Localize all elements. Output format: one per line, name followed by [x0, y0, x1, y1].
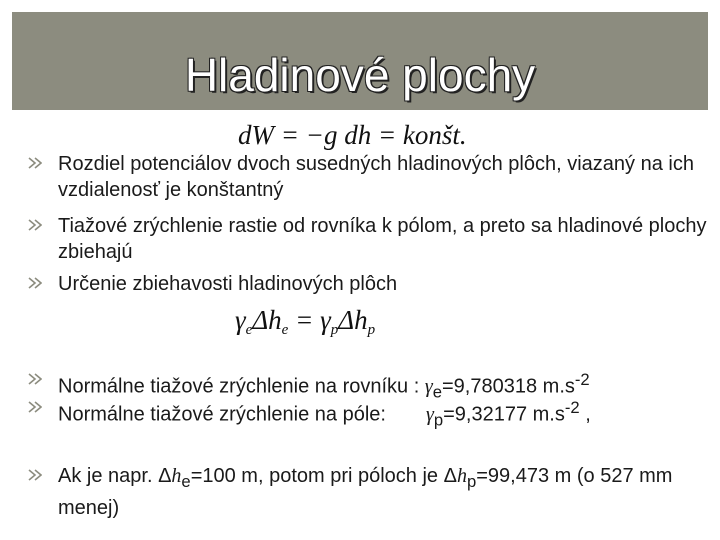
- bullet-item-3: [28, 271, 708, 297]
- eq-gamma-p: γ: [320, 305, 331, 335]
- last-delta-e: Δ: [158, 465, 172, 487]
- pol-gamma: γ: [425, 403, 434, 426]
- bullet-item-1: [28, 151, 708, 203]
- pol-sub: p: [433, 410, 444, 430]
- eq-gamma-e: γ: [235, 305, 246, 335]
- rovnik-value: =9,780318 m.s: [442, 375, 575, 398]
- eq-g: g: [323, 120, 338, 150]
- eq-dw: dW: [238, 120, 274, 150]
- eq-sub-p: p: [330, 322, 339, 338]
- arrow-bullet-icon: [28, 395, 48, 414]
- arrow-bullet-icon: [28, 463, 48, 482]
- bullet-text-2: Tiažové zrýchlenie rastie od rovníka k pólom, a preto sa hladinové plochy zbiehajú: [58, 215, 707, 263]
- last-t1: Ak je napr.: [58, 465, 159, 487]
- rovnik-label: Normálne tiažové zrýchlenie na rovníku :: [58, 375, 425, 398]
- bullet-text-3: Určenie zbiehavosti hladinových plôch: [58, 273, 398, 295]
- bullet-item-pol: [28, 395, 708, 434]
- last-sub-p: p: [466, 472, 477, 491]
- bullet-item-last: [28, 463, 708, 521]
- bullet-text-pol: [58, 395, 708, 434]
- eq-delta-e: Δ: [252, 305, 269, 335]
- pol-tail: ,: [579, 403, 591, 426]
- rovnik-gamma: γ: [424, 375, 433, 398]
- pol-label: Normálne tiažové zrýchlenie na póle:: [58, 403, 386, 426]
- last-t3: =99,473 m (o 527 mm menej): [58, 465, 673, 519]
- pol-value: =9,32177 m.s: [443, 403, 565, 426]
- pol-exp: -2: [564, 398, 580, 417]
- arrow-bullet-icon: [28, 367, 48, 386]
- last-t2: =100 m, potom pri póloch je: [190, 465, 444, 487]
- eq-dh: dh: [337, 120, 372, 150]
- arrow-bullet-icon: [28, 213, 48, 232]
- page-title: Hladinové plochy: [184, 49, 536, 101]
- equation-convergence: [235, 305, 375, 339]
- bullet-item-2: [28, 213, 708, 265]
- bullet-text-last: [58, 463, 708, 521]
- eq-delta-p: Δ: [338, 305, 355, 335]
- last-h-e: h: [171, 465, 182, 487]
- last-sub-e: e: [181, 472, 191, 491]
- last-h-p: h: [456, 465, 467, 487]
- eq-sub-p2: p: [367, 322, 376, 338]
- eq-sub-e: e: [245, 322, 253, 338]
- eq-konst: = konšt.: [371, 120, 467, 150]
- title-bar: [12, 12, 708, 110]
- arrow-bullet-icon: [28, 151, 48, 170]
- rovnik-exp: -2: [574, 370, 590, 389]
- last-delta-p: Δ: [443, 465, 457, 487]
- eq-h-e: h: [268, 305, 282, 335]
- equation-potential: [238, 120, 467, 151]
- eq-equals: =: [288, 305, 321, 335]
- eq-sub-e2: e: [281, 322, 289, 338]
- eq-equals-minus: = −: [274, 120, 324, 150]
- arrow-bullet-icon: [28, 271, 48, 290]
- bullet-text-1: Rozdiel potenciálov dvoch susedných hladinových plôch, viazaný na ich vzdialenosť je konštantný: [58, 153, 694, 201]
- rovnik-sub: e: [432, 382, 442, 402]
- eq-h-p: h: [354, 305, 368, 335]
